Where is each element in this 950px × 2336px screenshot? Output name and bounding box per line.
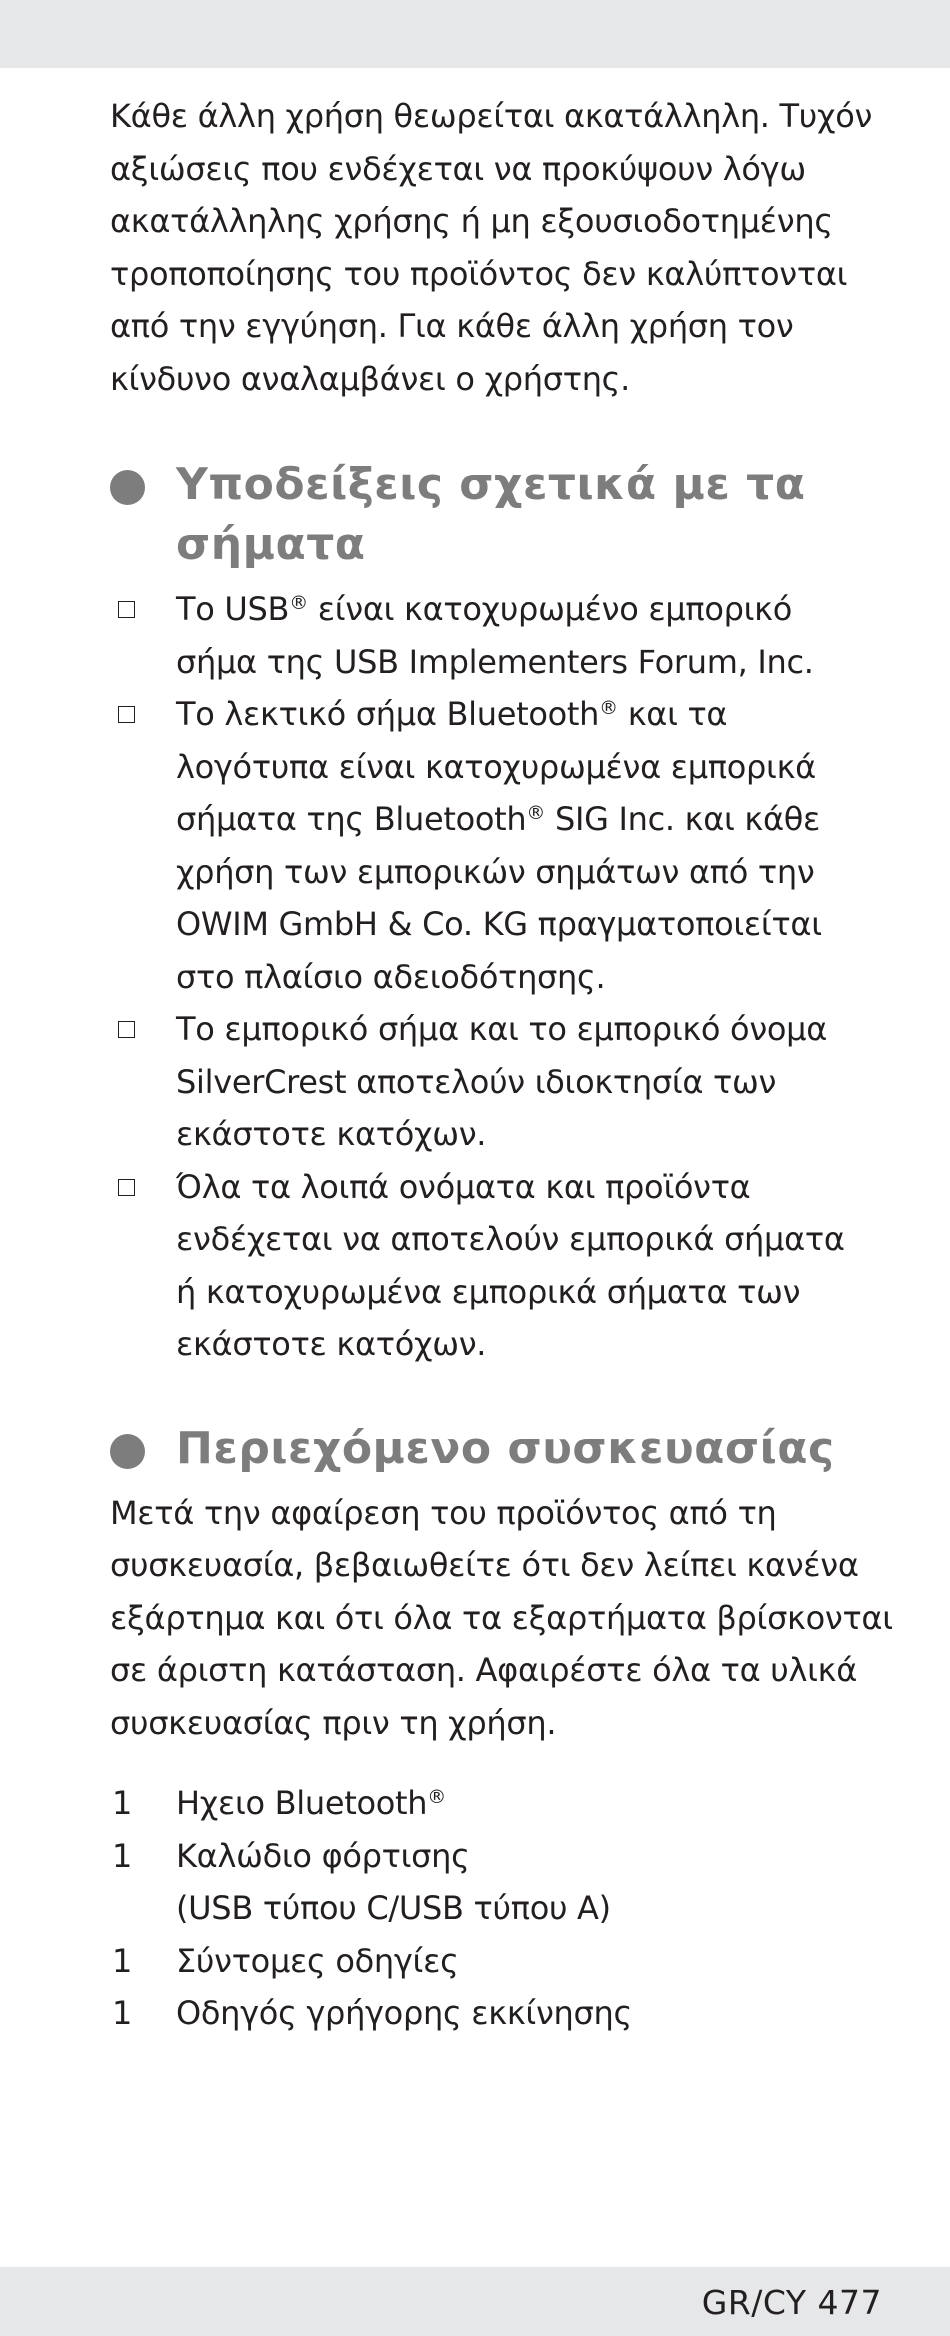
text-line: Το USB® είναι κατοχυρωμένο εμπορικό [176,590,793,628]
list-item [110,1003,900,1161]
text-line: ενδέχεται να αποτελούν εμπορικά σήματα [176,1220,845,1258]
registered-mark: ® [289,592,308,614]
text-line: Σύντομες οδηγίες [176,1941,459,1980]
trademarks-heading [110,455,900,575]
item-quantity: 1 [112,1836,133,1875]
item-quantity: 1 [112,1994,133,2032]
contents-item [110,1777,900,1830]
header-band [0,0,950,68]
text-line: Κάθε άλλη χρήση θεωρείται ακατάλληλη. Τυχόν [110,97,873,135]
text-line: αξιώσεις που ενδέχεται να προκύψουν λόγω [110,149,806,188]
heading-bullet-icon [110,470,145,505]
text-line: Ηχειο Bluetooth® [176,1784,446,1822]
heading-bullet-icon [110,1434,145,1469]
text-line: συσκευασία, βεβαιωθείτε ότι δεν λείπει κανένα [110,1546,859,1584]
text-line: σε άριστη κατάσταση. Αφαιρέστε όλα τα υλικά [110,1651,858,1689]
text-line: σήματα της Bluetooth® SIG Inc. και κάθε [176,800,821,838]
item-quantity: 1 [112,1941,133,1980]
registered-mark: ® [427,1786,446,1808]
trademarks-list [110,583,900,1371]
text-line: ή κατοχυρωμένα εμπορικά σήματα των [176,1272,801,1311]
intro-paragraph [110,90,900,405]
checkbox-square-icon [118,1179,135,1196]
registered-mark: ® [599,697,618,719]
package-contents-list [110,1777,900,2040]
text-line: Οδηγός γρήγορης εκκίνησης [176,1994,632,2032]
text-line: Καλώδιο φόρτισης [176,1836,470,1875]
checkbox-square-icon [118,706,135,723]
contents-item [110,1987,900,2040]
heading-line: Υποδείξεις σχετικά με τα [176,459,806,510]
text-line: Όλα τα λοιπά ονόματα και προϊόντα [176,1167,751,1206]
text-line: SilverCrest αποτελούν ιδιοκτησία των [176,1062,777,1101]
contents-item [110,1935,900,1988]
heading-line: σήματα [176,519,366,570]
text-line: Το εμπορικό σήμα και το εμπορικό όνομα [176,1010,828,1048]
registered-mark: ® [526,802,546,824]
text-line: από την εγγύηση. Για κάθε άλλη χρήση τον [110,307,794,345]
item-quantity: 1 [112,1784,133,1822]
text-line: ακατάλληλης χρήσης ή μη εξουσιοδοτημένης [110,202,833,240]
text-line: συσκευασίας πριν τη χρήση. [110,1703,557,1742]
list-item [110,583,900,688]
text-line: χρήση των εμπορικών σημάτων από την [176,852,815,891]
package-paragraph [110,1487,900,1750]
package-contents-heading [110,1419,900,1479]
text-line: εκάστοτε κατόχων. [176,1115,487,1153]
text-line: λογότυπα είναι κατοχυρωμένα εμπορικά [176,747,816,786]
text-line: εξάρτημα και ότι όλα τα εξαρτήματα βρίσκονται [110,1598,893,1637]
text-line: (USB τύπου C/USB τύπου A) [176,1889,611,1927]
text-line: στο πλαίσιο αδειοδότησης. [176,957,606,996]
text-line: Μετά την αφαίρεση του προϊόντος από τη [110,1493,777,1532]
page-number: GR/CY 477 [701,2283,882,2322]
page-content [110,90,900,2040]
list-item [110,1161,900,1371]
contents-item [110,1830,900,1935]
text-line: εκάστοτε κατόχων. [176,1325,487,1363]
text-line: τροποποίησης του προϊόντος δεν καλύπτονται [110,254,848,293]
checkbox-square-icon [118,1021,135,1038]
heading-line: Περιεχόμενο συσκευασίας [176,1422,835,1474]
text-line: σήμα της USB Implementers Forum, Inc. [176,642,814,681]
text-line: OWIM GmbH & Co. KG πραγματοποιείται [176,905,822,943]
list-item [110,688,900,1003]
checkbox-square-icon [118,601,135,618]
text-line: Το λεκτικό σήμα Bluetooth® και τα [176,695,728,733]
text-line: κίνδυνο αναλαμβάνει ο χρήστης. [110,359,631,398]
